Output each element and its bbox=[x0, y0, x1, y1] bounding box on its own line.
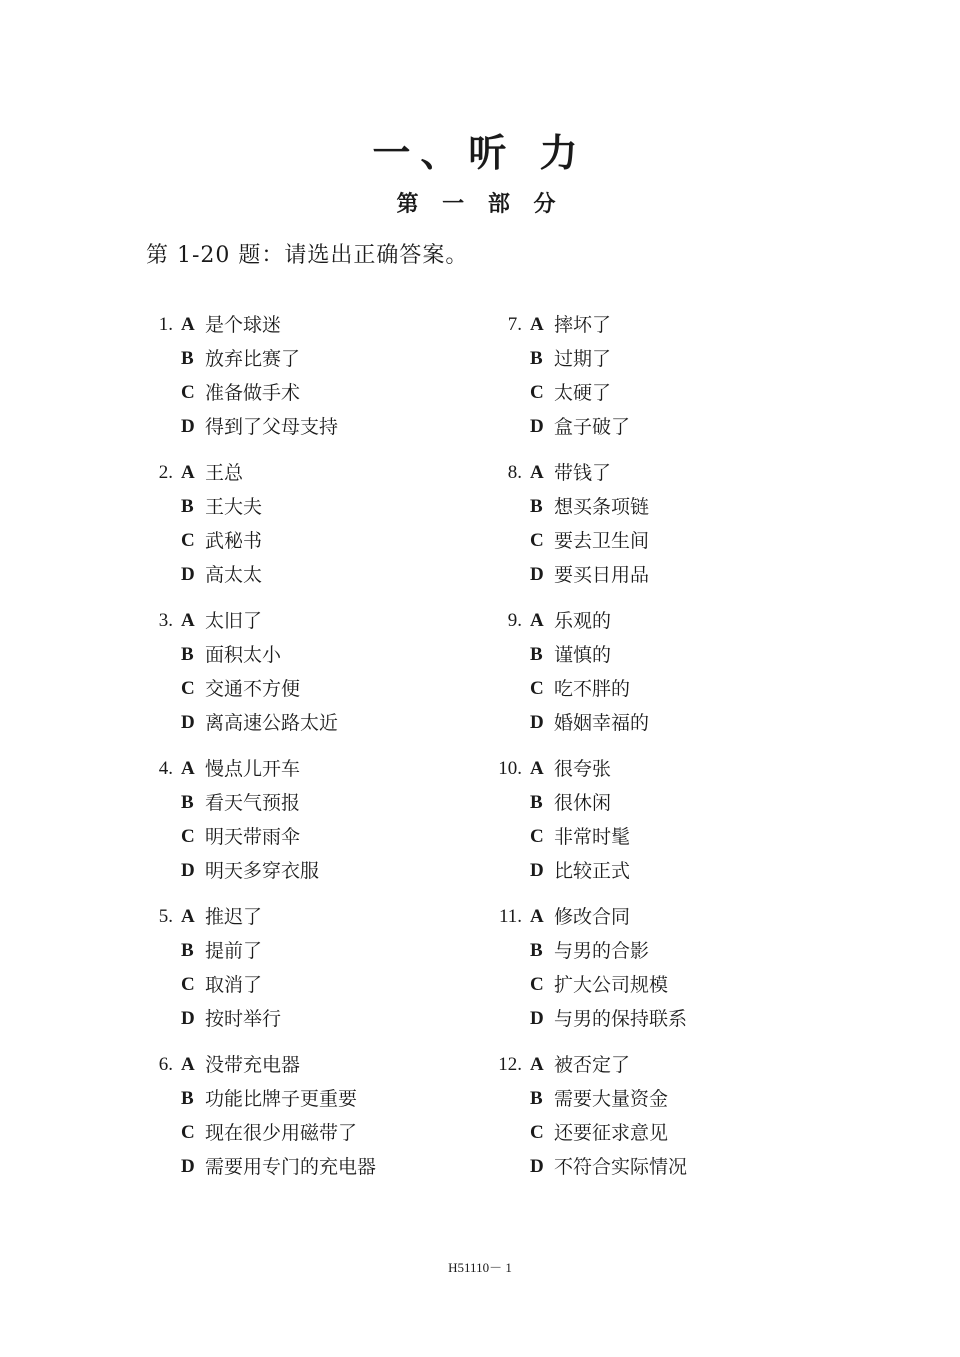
option-text: 面积太小 bbox=[205, 644, 282, 666]
question-item bbox=[140, 458, 500, 606]
instruction-text: 第 1-20 题：请选出正确答案。 bbox=[146, 243, 469, 268]
option-text: 很夸张 bbox=[554, 758, 612, 780]
option-text: 推迟了 bbox=[205, 906, 263, 928]
option-text: 比较正式 bbox=[554, 860, 631, 882]
option-letter: B bbox=[530, 940, 543, 961]
option-letter: D bbox=[530, 564, 544, 585]
question-item bbox=[140, 902, 500, 1050]
option-text: 太硬了 bbox=[554, 382, 612, 404]
answer-option bbox=[489, 936, 849, 970]
option-letter: A bbox=[181, 314, 195, 335]
option-text: 武秘书 bbox=[205, 530, 263, 552]
option-text: 非常时髦 bbox=[554, 826, 631, 848]
option-letter: D bbox=[181, 712, 195, 733]
option-text: 太旧了 bbox=[205, 610, 263, 632]
answer-option bbox=[140, 378, 500, 412]
answer-option bbox=[140, 1152, 500, 1186]
question-number: 3. bbox=[158, 610, 173, 631]
option-letter: A bbox=[181, 906, 195, 927]
option-letter: C bbox=[530, 678, 544, 699]
question-item bbox=[140, 310, 500, 458]
answer-option bbox=[489, 674, 849, 708]
question-item bbox=[489, 902, 849, 1050]
option-text: 婚姻幸福的 bbox=[554, 712, 650, 734]
option-letter: B bbox=[181, 644, 194, 665]
answer-option bbox=[489, 856, 849, 890]
answer-option bbox=[140, 412, 500, 446]
option-text: 提前了 bbox=[205, 940, 263, 962]
option-letter: B bbox=[181, 792, 194, 813]
answer-option bbox=[140, 1084, 500, 1118]
answer-option bbox=[140, 674, 500, 708]
option-text: 取消了 bbox=[205, 974, 263, 996]
questions-right-column bbox=[489, 310, 849, 1198]
part-title: 第 一 部 分 bbox=[396, 191, 564, 217]
option-letter: B bbox=[181, 940, 194, 961]
question-item bbox=[140, 1050, 500, 1198]
answer-option bbox=[489, 378, 849, 412]
question-item bbox=[489, 310, 849, 458]
option-letter: C bbox=[530, 974, 544, 995]
option-letter: C bbox=[530, 382, 544, 403]
option-text: 很休闲 bbox=[554, 792, 612, 814]
option-letter: B bbox=[530, 496, 543, 517]
option-letter: B bbox=[181, 348, 194, 369]
option-letter: A bbox=[530, 462, 544, 483]
option-text: 还要征求意见 bbox=[554, 1122, 669, 1144]
answer-option bbox=[489, 902, 849, 936]
option-letter: D bbox=[181, 860, 195, 881]
option-text: 交通不方便 bbox=[205, 678, 301, 700]
answer-option bbox=[140, 1050, 500, 1084]
option-letter: A bbox=[181, 610, 195, 631]
option-letter: B bbox=[181, 496, 194, 517]
section-title: 一、听 力 bbox=[372, 130, 588, 175]
option-text: 王大夫 bbox=[205, 496, 263, 518]
option-text: 没带充电器 bbox=[205, 1054, 301, 1076]
question-number: 12. bbox=[498, 1054, 522, 1075]
option-letter: D bbox=[530, 1156, 544, 1177]
option-text: 准备做手术 bbox=[205, 382, 301, 404]
question-number: 1. bbox=[158, 314, 173, 335]
answer-option bbox=[489, 1050, 849, 1084]
option-text: 要买日用品 bbox=[554, 564, 650, 586]
option-letter: C bbox=[181, 382, 195, 403]
question-number: 8. bbox=[507, 462, 522, 483]
answer-option bbox=[489, 1004, 849, 1038]
answer-option bbox=[489, 970, 849, 1004]
answer-option bbox=[489, 822, 849, 856]
option-text: 与男的合影 bbox=[554, 940, 650, 962]
option-text: 明天带雨伞 bbox=[205, 826, 301, 848]
option-text: 功能比牌子更重要 bbox=[205, 1088, 358, 1110]
question-item bbox=[489, 458, 849, 606]
option-letter: A bbox=[530, 758, 544, 779]
answer-option bbox=[489, 458, 849, 492]
option-text: 按时举行 bbox=[205, 1008, 282, 1030]
option-letter: C bbox=[181, 1122, 195, 1143]
option-text: 需要大量资金 bbox=[554, 1088, 669, 1110]
option-text: 放弃比赛了 bbox=[205, 348, 301, 370]
answer-option bbox=[489, 526, 849, 560]
answer-option bbox=[140, 526, 500, 560]
option-letter: C bbox=[181, 826, 195, 847]
question-number: 7. bbox=[507, 314, 522, 335]
answer-option bbox=[140, 902, 500, 936]
answer-option bbox=[140, 310, 500, 344]
option-text: 摔坏了 bbox=[554, 314, 612, 336]
answer-option bbox=[140, 344, 500, 378]
option-text: 得到了父母支持 bbox=[205, 416, 339, 438]
question-number: 9. bbox=[507, 610, 522, 631]
answer-option bbox=[489, 754, 849, 788]
answer-option bbox=[489, 1118, 849, 1152]
option-letter: C bbox=[181, 678, 195, 699]
option-text: 明天多穿衣服 bbox=[205, 860, 320, 882]
answer-option bbox=[140, 856, 500, 890]
answer-option bbox=[140, 754, 500, 788]
option-text: 吃不胖的 bbox=[554, 678, 631, 700]
question-item bbox=[140, 754, 500, 902]
option-text: 不符合实际情况 bbox=[554, 1156, 688, 1178]
option-text: 慢点儿开车 bbox=[205, 758, 301, 780]
option-letter: D bbox=[530, 860, 544, 881]
answer-option bbox=[140, 788, 500, 822]
option-letter: C bbox=[530, 530, 544, 551]
option-text: 被否定了 bbox=[554, 1054, 631, 1076]
option-letter: D bbox=[181, 1008, 195, 1029]
option-text: 带钱了 bbox=[554, 462, 612, 484]
option-letter: B bbox=[181, 1088, 194, 1109]
question-number: 5. bbox=[158, 906, 173, 927]
option-text: 现在很少用磁带了 bbox=[205, 1122, 358, 1144]
option-letter: A bbox=[181, 1054, 195, 1075]
answer-option bbox=[140, 458, 500, 492]
answer-option bbox=[140, 970, 500, 1004]
option-text: 与男的保持联系 bbox=[554, 1008, 688, 1030]
option-text: 想买条项链 bbox=[554, 496, 650, 518]
option-letter: B bbox=[530, 644, 543, 665]
option-text: 是个球迷 bbox=[205, 314, 282, 336]
option-letter: D bbox=[530, 1008, 544, 1029]
option-text: 谨慎的 bbox=[554, 644, 612, 666]
option-letter: C bbox=[530, 1122, 544, 1143]
answer-option bbox=[140, 606, 500, 640]
option-letter: D bbox=[530, 712, 544, 733]
answer-option bbox=[140, 492, 500, 526]
answer-option bbox=[140, 1118, 500, 1152]
option-text: 修改合同 bbox=[554, 906, 631, 928]
answer-option bbox=[140, 1004, 500, 1038]
option-letter: C bbox=[181, 530, 195, 551]
option-letter: C bbox=[530, 826, 544, 847]
option-letter: A bbox=[181, 462, 195, 483]
answer-option bbox=[140, 708, 500, 742]
option-text: 过期了 bbox=[554, 348, 612, 370]
option-text: 要去卫生间 bbox=[554, 530, 650, 552]
answer-option bbox=[140, 822, 500, 856]
option-letter: A bbox=[530, 906, 544, 927]
answer-option bbox=[489, 788, 849, 822]
question-number: 4. bbox=[158, 758, 173, 779]
option-letter: A bbox=[530, 314, 544, 335]
answer-option bbox=[140, 936, 500, 970]
question-item bbox=[140, 606, 500, 754]
answer-option bbox=[489, 492, 849, 526]
option-letter: B bbox=[530, 1088, 543, 1109]
question-number: 2. bbox=[158, 462, 173, 483]
option-letter: A bbox=[530, 610, 544, 631]
question-number: 11. bbox=[498, 906, 522, 927]
option-letter: A bbox=[181, 758, 195, 779]
question-item bbox=[489, 754, 849, 902]
questions-left-column bbox=[140, 310, 500, 1198]
option-text: 乐观的 bbox=[554, 610, 612, 632]
option-text: 王总 bbox=[205, 462, 244, 484]
question-number: 6. bbox=[158, 1054, 173, 1075]
answer-option bbox=[489, 1084, 849, 1118]
option-letter: D bbox=[181, 564, 195, 585]
answer-option bbox=[489, 606, 849, 640]
question-item bbox=[489, 1050, 849, 1198]
option-letter: B bbox=[530, 792, 543, 813]
answer-option bbox=[140, 560, 500, 594]
option-letter: A bbox=[530, 1054, 544, 1075]
option-letter: C bbox=[181, 974, 195, 995]
answer-option bbox=[489, 560, 849, 594]
answer-option bbox=[489, 708, 849, 742]
option-letter: D bbox=[181, 1156, 195, 1177]
question-item bbox=[489, 606, 849, 754]
option-letter: D bbox=[530, 416, 544, 437]
question-number: 10. bbox=[498, 758, 522, 779]
option-text: 扩大公司规模 bbox=[554, 974, 669, 996]
option-text: 看天气预报 bbox=[205, 792, 301, 814]
answer-option bbox=[140, 640, 500, 674]
option-letter: D bbox=[181, 416, 195, 437]
option-text: 高太太 bbox=[205, 564, 263, 586]
option-text: 需要用专门的充电器 bbox=[205, 1156, 377, 1178]
answer-option bbox=[489, 640, 849, 674]
answer-option bbox=[489, 310, 849, 344]
page-footer: H51110－ 1 bbox=[448, 1260, 512, 1275]
option-text: 离高速公路太近 bbox=[205, 712, 339, 734]
answer-option bbox=[489, 1152, 849, 1186]
answer-option bbox=[489, 412, 849, 446]
option-letter: B bbox=[530, 348, 543, 369]
option-text: 盒子破了 bbox=[554, 416, 631, 438]
answer-option bbox=[489, 344, 849, 378]
